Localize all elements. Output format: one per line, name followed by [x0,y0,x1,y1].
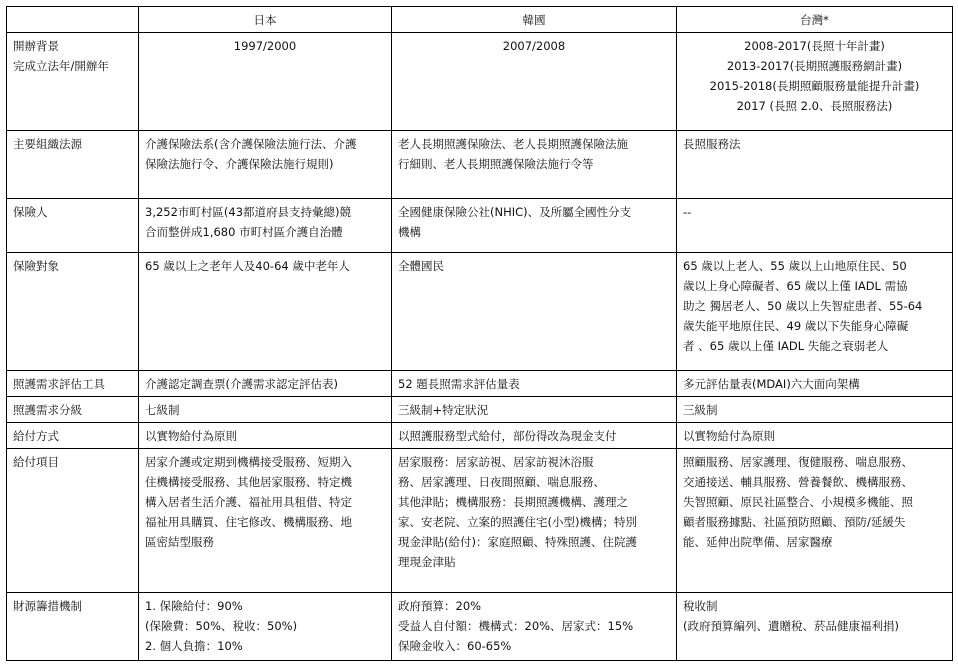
cell-line: 機構 [398,225,421,239]
cell-line: 主要組織法源 [13,137,82,151]
cell-line: 失智照顧、原民社區整合、小規模多機能、照 [683,495,913,509]
cell-line: 三級制 [683,403,718,417]
cell-line: 構入居者生活介護、福祉用具租借、特定 [145,495,352,509]
japan-cell [139,593,392,661]
cell-line: 長照服務法 [683,137,741,151]
table-row [7,449,953,593]
cell-line: 1. 保險給付：90% [145,599,243,613]
cell-line: 全體國民 [398,259,444,273]
cell-line: 65 歲以上之老年人及40-64 歲中老年人 [145,259,350,273]
japan-cell [139,33,392,131]
cell-line: (保險費：50%、稅收：50%) [145,619,298,633]
japan-cell [139,199,392,253]
cell-line: 家、安老院、立案的照護住宅(小型)機構；特別 [398,515,637,529]
japan-cell [139,397,392,423]
cell-line: 照護需求分級 [13,403,82,417]
header-blank-cell [7,7,139,33]
cell-line: 照護需求評估工具 [13,377,105,391]
taiwan-cell [677,199,953,253]
cell-line: 受益人自付額：機構式：20%、居家式：15% [398,619,634,633]
taiwan-cell [677,449,953,593]
cell-line: 2015-2018(長期照顧服務量能提升計畫) [709,79,920,93]
cell-line: 政府預算：20% [398,599,482,613]
cell-line: 行細則、老人長期照護保險法施行令等 [398,157,594,171]
cell-line: 52 題長照需求評估量表 [398,377,520,391]
cell-line: 保險人 [13,205,48,219]
korea-cell [392,371,677,397]
korea-cell [392,131,677,199]
korea-cell [392,253,677,371]
cell-line: 2013-2017(長期照護服務網計畫) [726,59,903,73]
japan-cell [139,253,392,371]
cell-line: 多元評估量表(MDAI)六大面向架構 [683,377,860,391]
japan-cell [139,371,392,397]
cell-line: 全國健康保險公社(NHIC)、及所屬全國性分支 [398,205,632,219]
cell-line: 1997/2000 [233,39,297,53]
row-label-cell [7,131,139,199]
cell-line: 以照護服務型式給付，部份得改為現金支付 [398,429,617,443]
row-label-cell [7,253,139,371]
table-row [7,593,953,661]
taiwan-cell [677,397,953,423]
cell-line: 給付方式 [13,429,59,443]
row-label-cell [7,199,139,253]
cell-line: 介護保險法系(含介護保險法施行法、介護 [145,137,357,151]
japan-cell [139,423,392,449]
korea-cell [392,199,677,253]
table-row [7,253,953,371]
cell-line: 65 歲以上老人、55 歲以上山地原住民、50 [683,259,907,273]
cell-line: 3,252市町村區(43都道府县支持彙總)競 [145,205,352,219]
cell-line: 稅收制 [683,599,718,613]
header-taiwan: 台灣* [677,7,953,33]
cell-line: 助之 獨居老人、50 歲以上失智症患者、55-64 [683,299,923,313]
cell-line: 開辦背景 [13,39,59,53]
taiwan-cell [677,131,953,199]
cell-line: 居家服務：居家訪視、居家訪視沐浴服 [398,455,594,469]
korea-cell [392,593,677,661]
cell-line: 理現金津貼 [398,555,456,569]
cell-line: 介護認定調查票(介護需求認定評估表) [145,377,338,391]
cell-line: 合而整併成1,680 市町村區介護自治體 [145,225,343,239]
cell-line: (政府預算編列、遺贈稅、菸品健康福利捐) [683,619,899,633]
taiwan-cell [677,423,953,449]
korea-cell [392,397,677,423]
taiwan-cell [677,33,953,131]
row-label-cell [7,397,139,423]
cell-line: 2008-2017(長照十年計畫) [744,39,885,53]
cell-line: 務、居家護理、日夜間照顧、喘息服務、 [398,475,605,489]
taiwan-cell [677,371,953,397]
cell-line: 保險法施行令、介護保險法施行規則) [145,157,334,171]
cell-line: 現金津貼(給付)：家庭照顧、特殊照護、住院護 [398,535,637,549]
table-row [7,371,953,397]
table-row [7,199,953,253]
cell-line: 七級制 [145,403,180,417]
cell-line: 交通接送、輔具服務、營養餐飲、機構服務、 [683,475,913,489]
japan-cell [139,449,392,593]
korea-cell [392,423,677,449]
korea-cell [392,33,677,131]
cell-line: 能、延伸出院準備、居家醫療 [683,535,833,549]
cell-line: 照顧服務、居家護理、復健服務、喘息服務、 [683,455,913,469]
header-row [7,7,953,33]
cell-line: 福祉用具購買、住宅修改、機構服務、地 [145,515,352,529]
row-label-cell [7,33,139,131]
row-label-cell [7,449,139,593]
row-label-cell [7,593,139,661]
cell-line: 居家介護或定期到機構接受服務、短期入 [145,455,352,469]
cell-line: 2017 (長照 2.0、長照服務法) [736,99,893,113]
cell-line: 2007/2008 [502,39,566,53]
cell-line: 住機構接受服務、其他居家服務、特定機 [145,475,352,489]
comparison-table [6,6,953,661]
table-row [7,33,953,131]
cell-line: 財源籌措機制 [13,599,82,613]
table-row [7,397,953,423]
header-korea: 韓國 [392,7,677,33]
cell-line: 區密結型服務 [145,535,214,549]
cell-line: 歲失能平地原住民、49 歲以下失能身心障礙 [683,319,909,333]
table-row [7,423,953,449]
cell-line: 者 、65 歲以上僅 IADL 失能之衰弱老人 [683,339,889,353]
cell-line: 以實物給付為原則 [145,429,237,443]
cell-line: 2. 個人負擔：10% [145,639,243,653]
header-japan: 日本 [139,7,392,33]
cell-line: 歲以上身心障礙者、65 歲以上僅 IADL 需協 [683,279,908,293]
row-label-cell [7,423,139,449]
cell-line: 其他津貼；機構服務：長期照護機構、護理之 [398,495,628,509]
cell-line: 老人長期照護保險法、老人長期照護保險法施 [398,137,628,151]
cell-line: 完成立法年/開辦年 [13,59,109,73]
japan-cell [139,131,392,199]
taiwan-cell [677,253,953,371]
cell-line: -- [683,205,692,219]
korea-cell [392,449,677,593]
cell-line: 三級制+特定狀況 [398,403,489,417]
cell-line: 以實物給付為原則 [683,429,775,443]
table-row [7,131,953,199]
row-label-cell [7,371,139,397]
cell-line: 保險對象 [13,259,59,273]
taiwan-cell [677,593,953,661]
cell-line: 保險金收入：60-65% [398,639,512,653]
cell-line: 顧者服務據點、社區預防照顧、預防/延緩失 [683,515,906,529]
cell-line: 給付項目 [13,455,59,469]
